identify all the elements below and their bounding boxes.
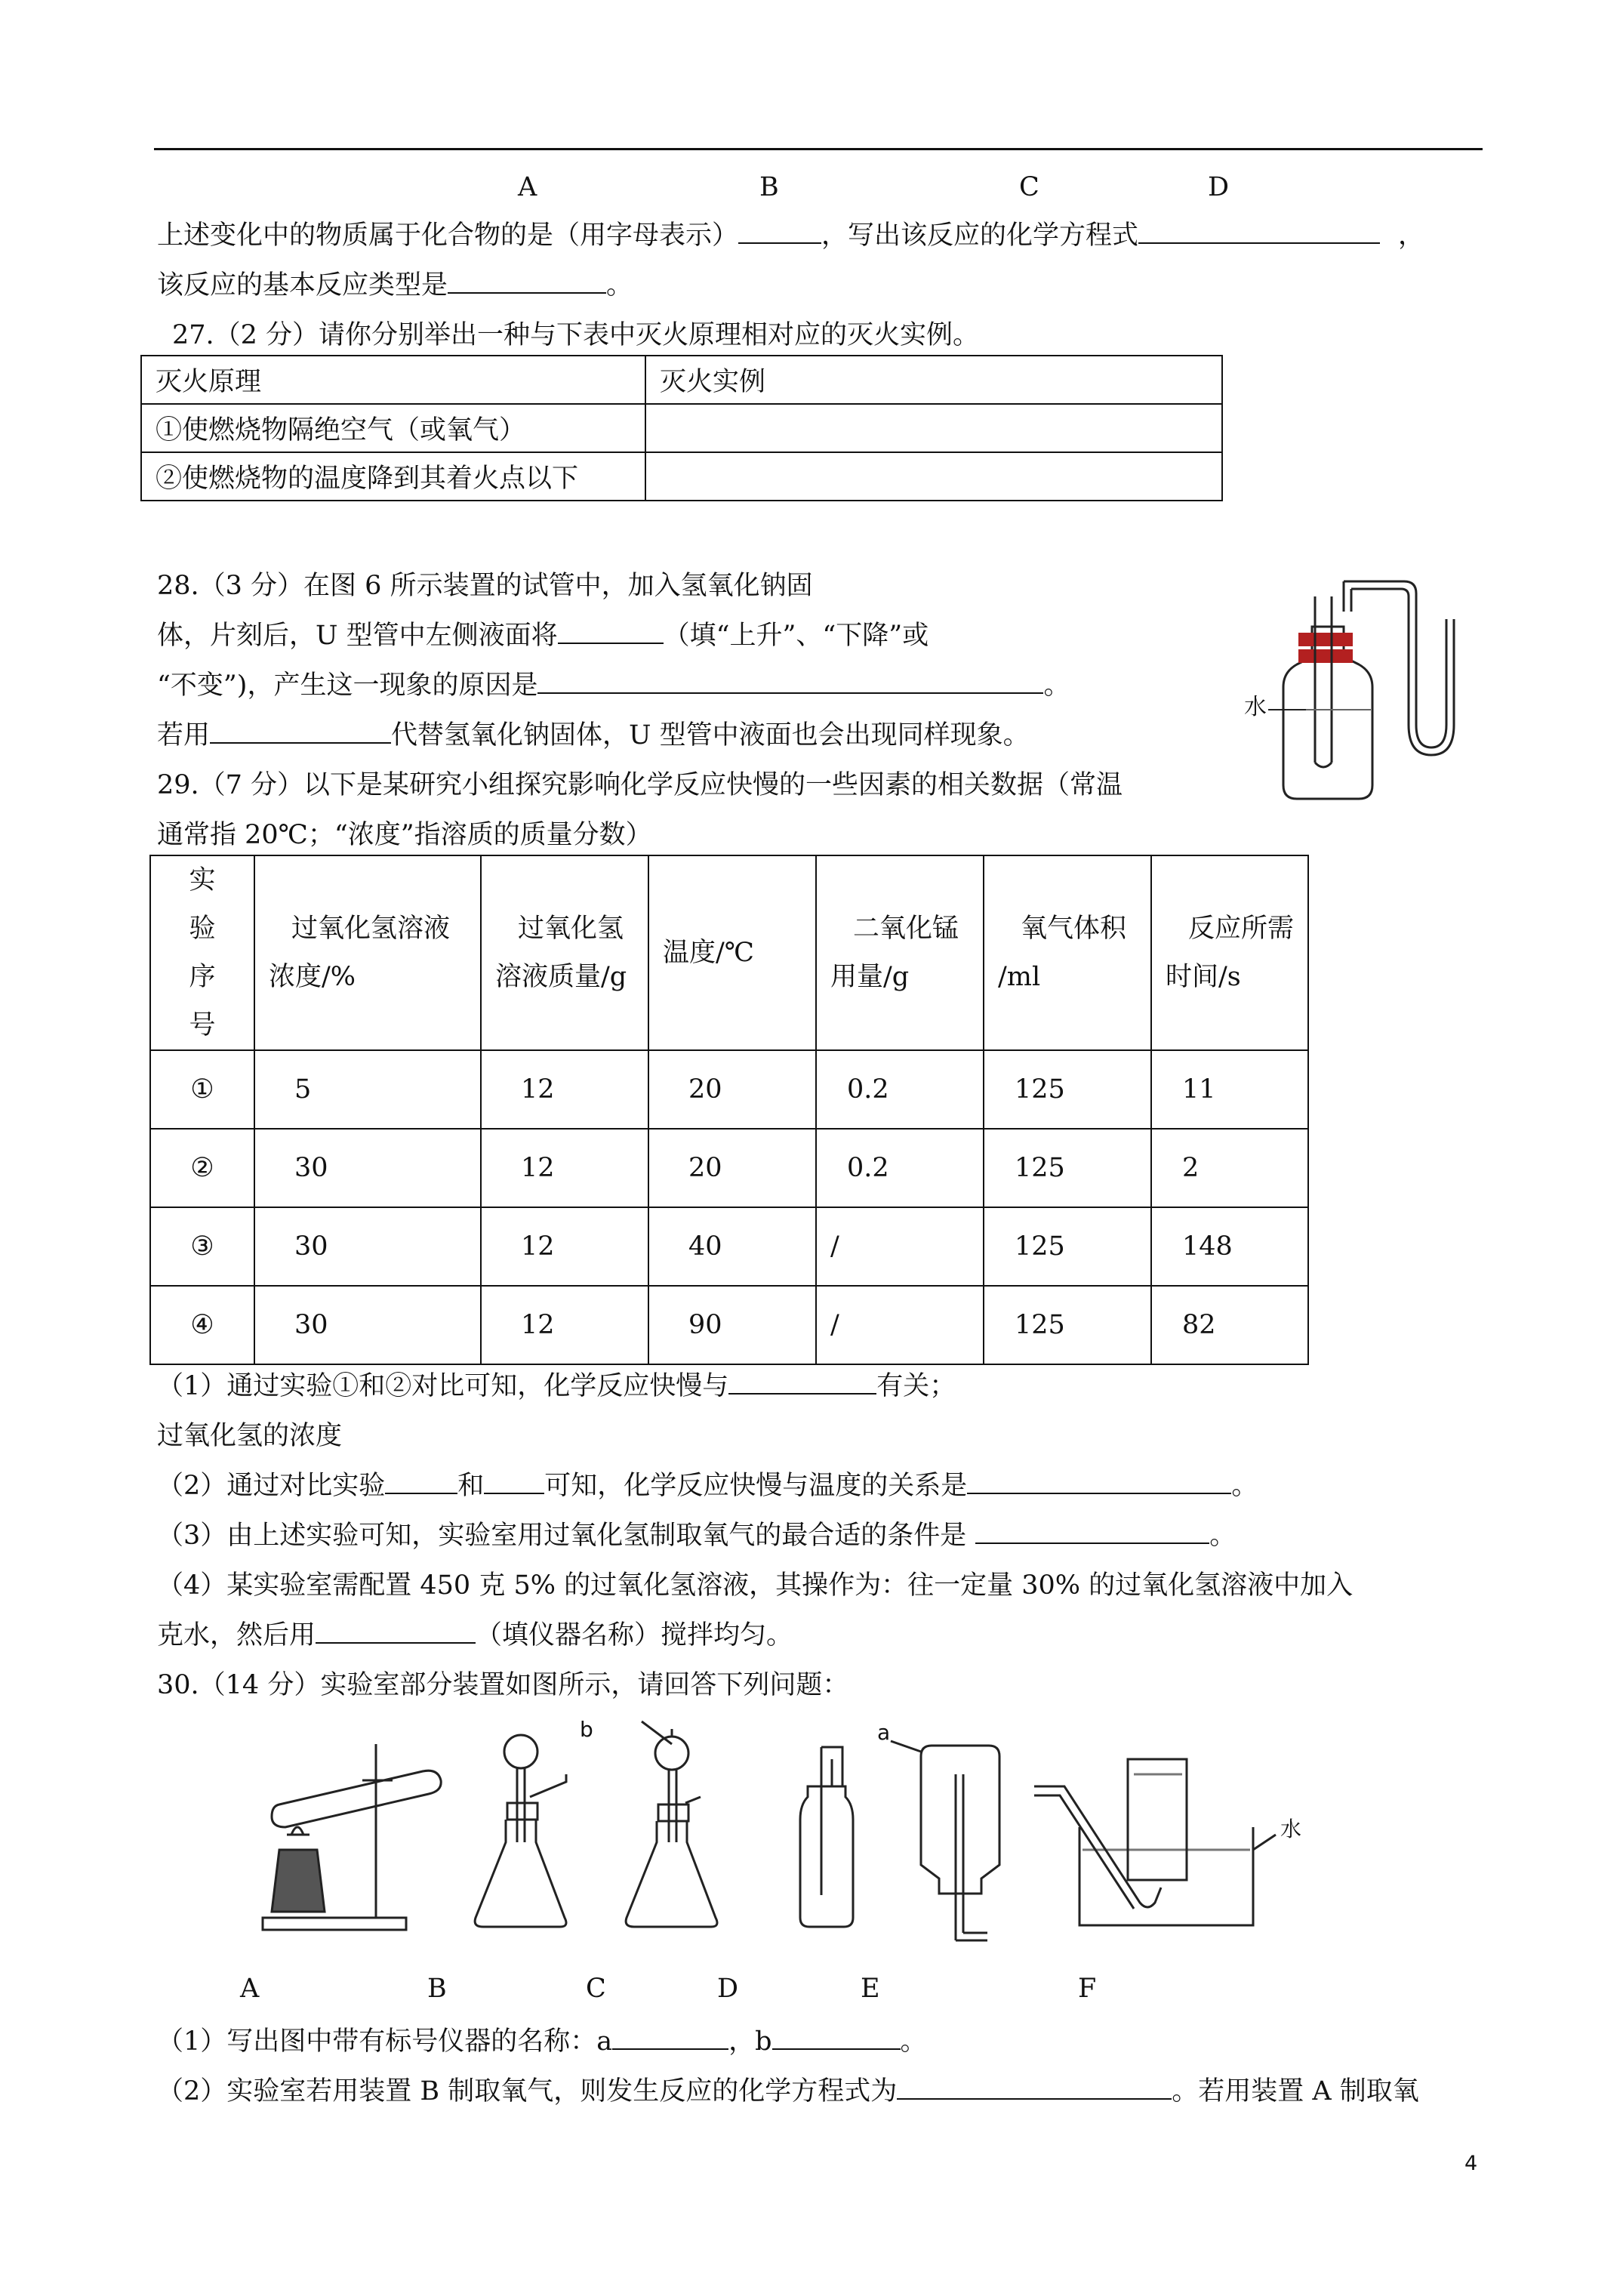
table-cell: ②使燃烧物的温度降到其着火点以下 <box>141 452 645 501</box>
table-cell: 82 <box>1151 1286 1308 1364</box>
table-cell: 90 <box>648 1286 816 1364</box>
water-label: 水 <box>1244 694 1267 720</box>
apparatus-label-c: C <box>586 1974 606 2004</box>
q29-text: （3）由上述实验可知，实验室用过氧化氢制取氧气的最合适的条件是 <box>157 1521 967 1551</box>
apparatus-c <box>626 1721 717 1927</box>
q30-sub2 <box>157 2073 1419 2110</box>
answer-blank[interactable] <box>1138 220 1380 244</box>
answer-blank[interactable] <box>448 270 606 294</box>
q28-line4 <box>157 717 1030 754</box>
q28-line2 <box>157 618 929 654</box>
q30-sub1 <box>157 2023 927 2060</box>
table-header-cell: 灭火原理 <box>141 356 645 404</box>
table-cell: 11 <box>1151 1050 1308 1129</box>
header-rule <box>154 148 1483 150</box>
table-cell: 30 <box>254 1129 481 1207</box>
answer-cell[interactable] <box>645 404 1222 452</box>
answer-blank[interactable] <box>772 2026 901 2050</box>
q26-text: 。 <box>606 270 633 300</box>
apparatus-b <box>475 1735 566 1927</box>
q29-sub1-answer: 过氧化氢的浓度 <box>157 1421 343 1451</box>
table-cell: 40 <box>648 1207 816 1286</box>
table-header-cell: 灭火实例 <box>645 356 1222 404</box>
bottle-u-tube-figure <box>1230 574 1502 808</box>
header-line: 氧气体积 <box>1021 914 1127 944</box>
water-label: 水 <box>1280 1817 1302 1841</box>
answer-blank[interactable] <box>558 620 664 644</box>
table-cell: ①使燃烧物隔绝空气（或氧气） <box>141 404 645 452</box>
q26-line1 <box>157 217 1424 254</box>
q29-sub3 <box>157 1518 1236 1554</box>
answer-blank[interactable] <box>210 720 391 744</box>
table-cell: 125 <box>984 1207 1151 1286</box>
q29-text: 克水，然后用 <box>157 1620 316 1650</box>
q28-text: 若用 <box>157 720 211 750</box>
table-cell: / <box>816 1286 984 1364</box>
answer-blank[interactable] <box>537 670 1043 694</box>
q29-text: 可知，化学反应快慢与温度的关系是 <box>544 1471 968 1501</box>
table-cell: / <box>816 1207 984 1286</box>
table-cell: 12 <box>481 1286 648 1364</box>
table-cell: ③ <box>150 1207 254 1286</box>
q30-text: （2）实验室若用装置 B 制取氧气，则发生反应的化学方程式为 <box>157 2076 898 2106</box>
q27-stem: 27.（2 分）请你分别举出一种与下表中灭火原理相对应的灭火实例。 <box>172 320 980 350</box>
table-header-cell <box>1151 855 1308 1050</box>
q29-table <box>149 855 1309 1365</box>
q26-text: ， <box>1398 220 1425 251</box>
header-line: 二氧化锰 <box>853 914 959 944</box>
table-cell: 20 <box>648 1129 816 1207</box>
answer-blank[interactable] <box>728 1370 876 1395</box>
answer-blank[interactable] <box>738 220 821 244</box>
marker-b: b <box>580 1717 593 1742</box>
answer-blank[interactable] <box>484 1470 544 1494</box>
table-cell: 20 <box>648 1050 816 1129</box>
apparatus-a <box>263 1744 441 1930</box>
header-line: 浓度/% <box>269 962 356 992</box>
header-line: 验 序 <box>189 914 242 992</box>
answer-blank[interactable] <box>897 2076 1172 2100</box>
table-cell: 125 <box>984 1286 1151 1364</box>
table-row <box>141 356 1222 404</box>
header-line: 反应所需 <box>1188 914 1295 944</box>
table-header-cell <box>254 855 481 1050</box>
apparatus-e <box>891 1741 999 1940</box>
apparatus-f <box>1034 1759 1276 1925</box>
figure-label-c: C <box>1019 172 1039 202</box>
q28-text: 代替氢氧化钠固体，U 型管中液面也会出现同样现象。 <box>391 720 1030 750</box>
q30-text: 。 <box>900 2026 927 2057</box>
table-cell: 0.2 <box>816 1050 984 1129</box>
q29-line1: 29.（7 分）以下是某研究小组探究影响化学反应快慢的一些因素的相关数据（常温 <box>157 770 1123 800</box>
apparatus-label-b: B <box>427 1974 447 2004</box>
q28-line1: 28.（3 分）在图 6 所示装置的试管中，加入氢氧化钠固 <box>157 571 813 601</box>
header-line: 号 <box>189 1010 216 1040</box>
table-cell: 30 <box>254 1286 481 1364</box>
q26-text: 该反应的基本反应类型是 <box>157 270 448 300</box>
table-row <box>150 1050 1308 1129</box>
header-line: 用量/g <box>830 962 910 992</box>
table-cell: 12 <box>481 1207 648 1286</box>
header-line: 溶液质量/g <box>495 962 627 992</box>
table-row <box>141 404 1222 452</box>
q30-stem: 30.（14 分）实验室部分装置如图所示，请回答下列问题： <box>157 1670 849 1700</box>
answer-blank[interactable] <box>316 1620 476 1644</box>
table-cell: 2 <box>1151 1129 1308 1207</box>
table-cell: ④ <box>150 1286 254 1364</box>
marker-a: a <box>877 1720 891 1745</box>
q29-line2: 通常指 20℃；“浓度”指溶质的质量分数） <box>157 820 652 850</box>
q27-table <box>140 355 1223 501</box>
apparatus-label-a: A <box>240 1974 260 2004</box>
table-cell: 5 <box>254 1050 481 1129</box>
table-row <box>150 1207 1308 1286</box>
q29-text: 。 <box>1231 1471 1258 1501</box>
q26-text: 上述变化中的物质属于化合物的是（用字母表示） <box>157 220 739 251</box>
figure-label-b: B <box>759 172 779 202</box>
table-header-cell: 温度/℃ <box>648 855 816 1050</box>
header-line: 实 <box>189 865 216 895</box>
table-row <box>150 1286 1308 1364</box>
table-row <box>141 452 1222 501</box>
q26-line2 <box>157 267 633 304</box>
q29-text: （1）通过实验①和②对比可知，化学反应快慢与 <box>157 1371 729 1401</box>
table-cell: 125 <box>984 1050 1151 1129</box>
header-line: /ml <box>998 962 1041 992</box>
lab-apparatus-figure <box>249 1714 1457 1955</box>
q29-text: （填仪器名称）搅拌均匀。 <box>476 1620 793 1650</box>
q30-text: ，b <box>728 2026 772 2057</box>
figure-label-d: D <box>1208 172 1230 202</box>
q28-text: 。 <box>1043 670 1070 701</box>
answer-cell[interactable] <box>645 452 1222 501</box>
q28-line3 <box>157 667 1070 704</box>
answer-blank[interactable] <box>967 1470 1231 1494</box>
q29-sub4-line2 <box>157 1617 793 1653</box>
q29-text: （2）通过对比实验 <box>157 1471 386 1501</box>
table-header-cell <box>481 855 648 1050</box>
table-cell: 30 <box>254 1207 481 1286</box>
table-header-row <box>150 855 1308 1050</box>
table-cell: ② <box>150 1129 254 1207</box>
table-cell: 12 <box>481 1050 648 1129</box>
answer-blank[interactable] <box>612 2026 728 2050</box>
q26-text: ，写出该反应的化学方程式 <box>821 220 1139 251</box>
table-cell: 0.2 <box>816 1129 984 1207</box>
answer-blank[interactable] <box>975 1520 1209 1544</box>
table-cell: 12 <box>481 1129 648 1207</box>
apparatus-d <box>800 1747 853 1927</box>
q29-text: 和 <box>457 1471 485 1501</box>
page-number: 4 <box>1464 2152 1478 2175</box>
table-header-cell <box>816 855 984 1050</box>
header-line: 时间/s <box>1166 962 1241 992</box>
q29-sub1 <box>157 1368 956 1404</box>
apparatus-label-e: E <box>861 1974 880 2004</box>
apparatus-label-f: F <box>1078 1974 1097 2004</box>
q28-text: “不变”)，产生这一现象的原因是 <box>157 670 538 701</box>
table-cell: 125 <box>984 1129 1151 1207</box>
table-cell: 148 <box>1151 1207 1308 1286</box>
table-row <box>150 1129 1308 1207</box>
header-line: 过氧化氢 <box>518 914 624 944</box>
table-cell: ① <box>150 1050 254 1129</box>
table-header-cell <box>984 855 1151 1050</box>
apparatus-label-d: D <box>717 1974 739 2004</box>
q30-text: （1）写出图中带有标号仪器的名称：a <box>157 2026 613 2057</box>
q28-text: 体，片刻后，U 型管中左侧液面将 <box>157 621 558 651</box>
q29-text: 有关； <box>876 1371 956 1401</box>
q29-sub2 <box>157 1468 1258 1504</box>
q29-sub4-line1: （4）某实验室需配置 450 克 5% 的过氧化氢溶液，其操作为：往一定量 30% 的过氧化氢溶液中加入 <box>157 1570 1354 1601</box>
q30-text: 。若用装置 A 制取氧 <box>1172 2076 1419 2106</box>
table-header-cell <box>150 855 254 1050</box>
q29-text: 。 <box>1209 1521 1236 1551</box>
header-line: 过氧化氢溶液 <box>291 914 451 944</box>
q28-text: （填“上升”、“下降”或 <box>663 621 929 651</box>
figure-label-a: A <box>518 172 537 202</box>
answer-blank[interactable] <box>385 1470 457 1494</box>
